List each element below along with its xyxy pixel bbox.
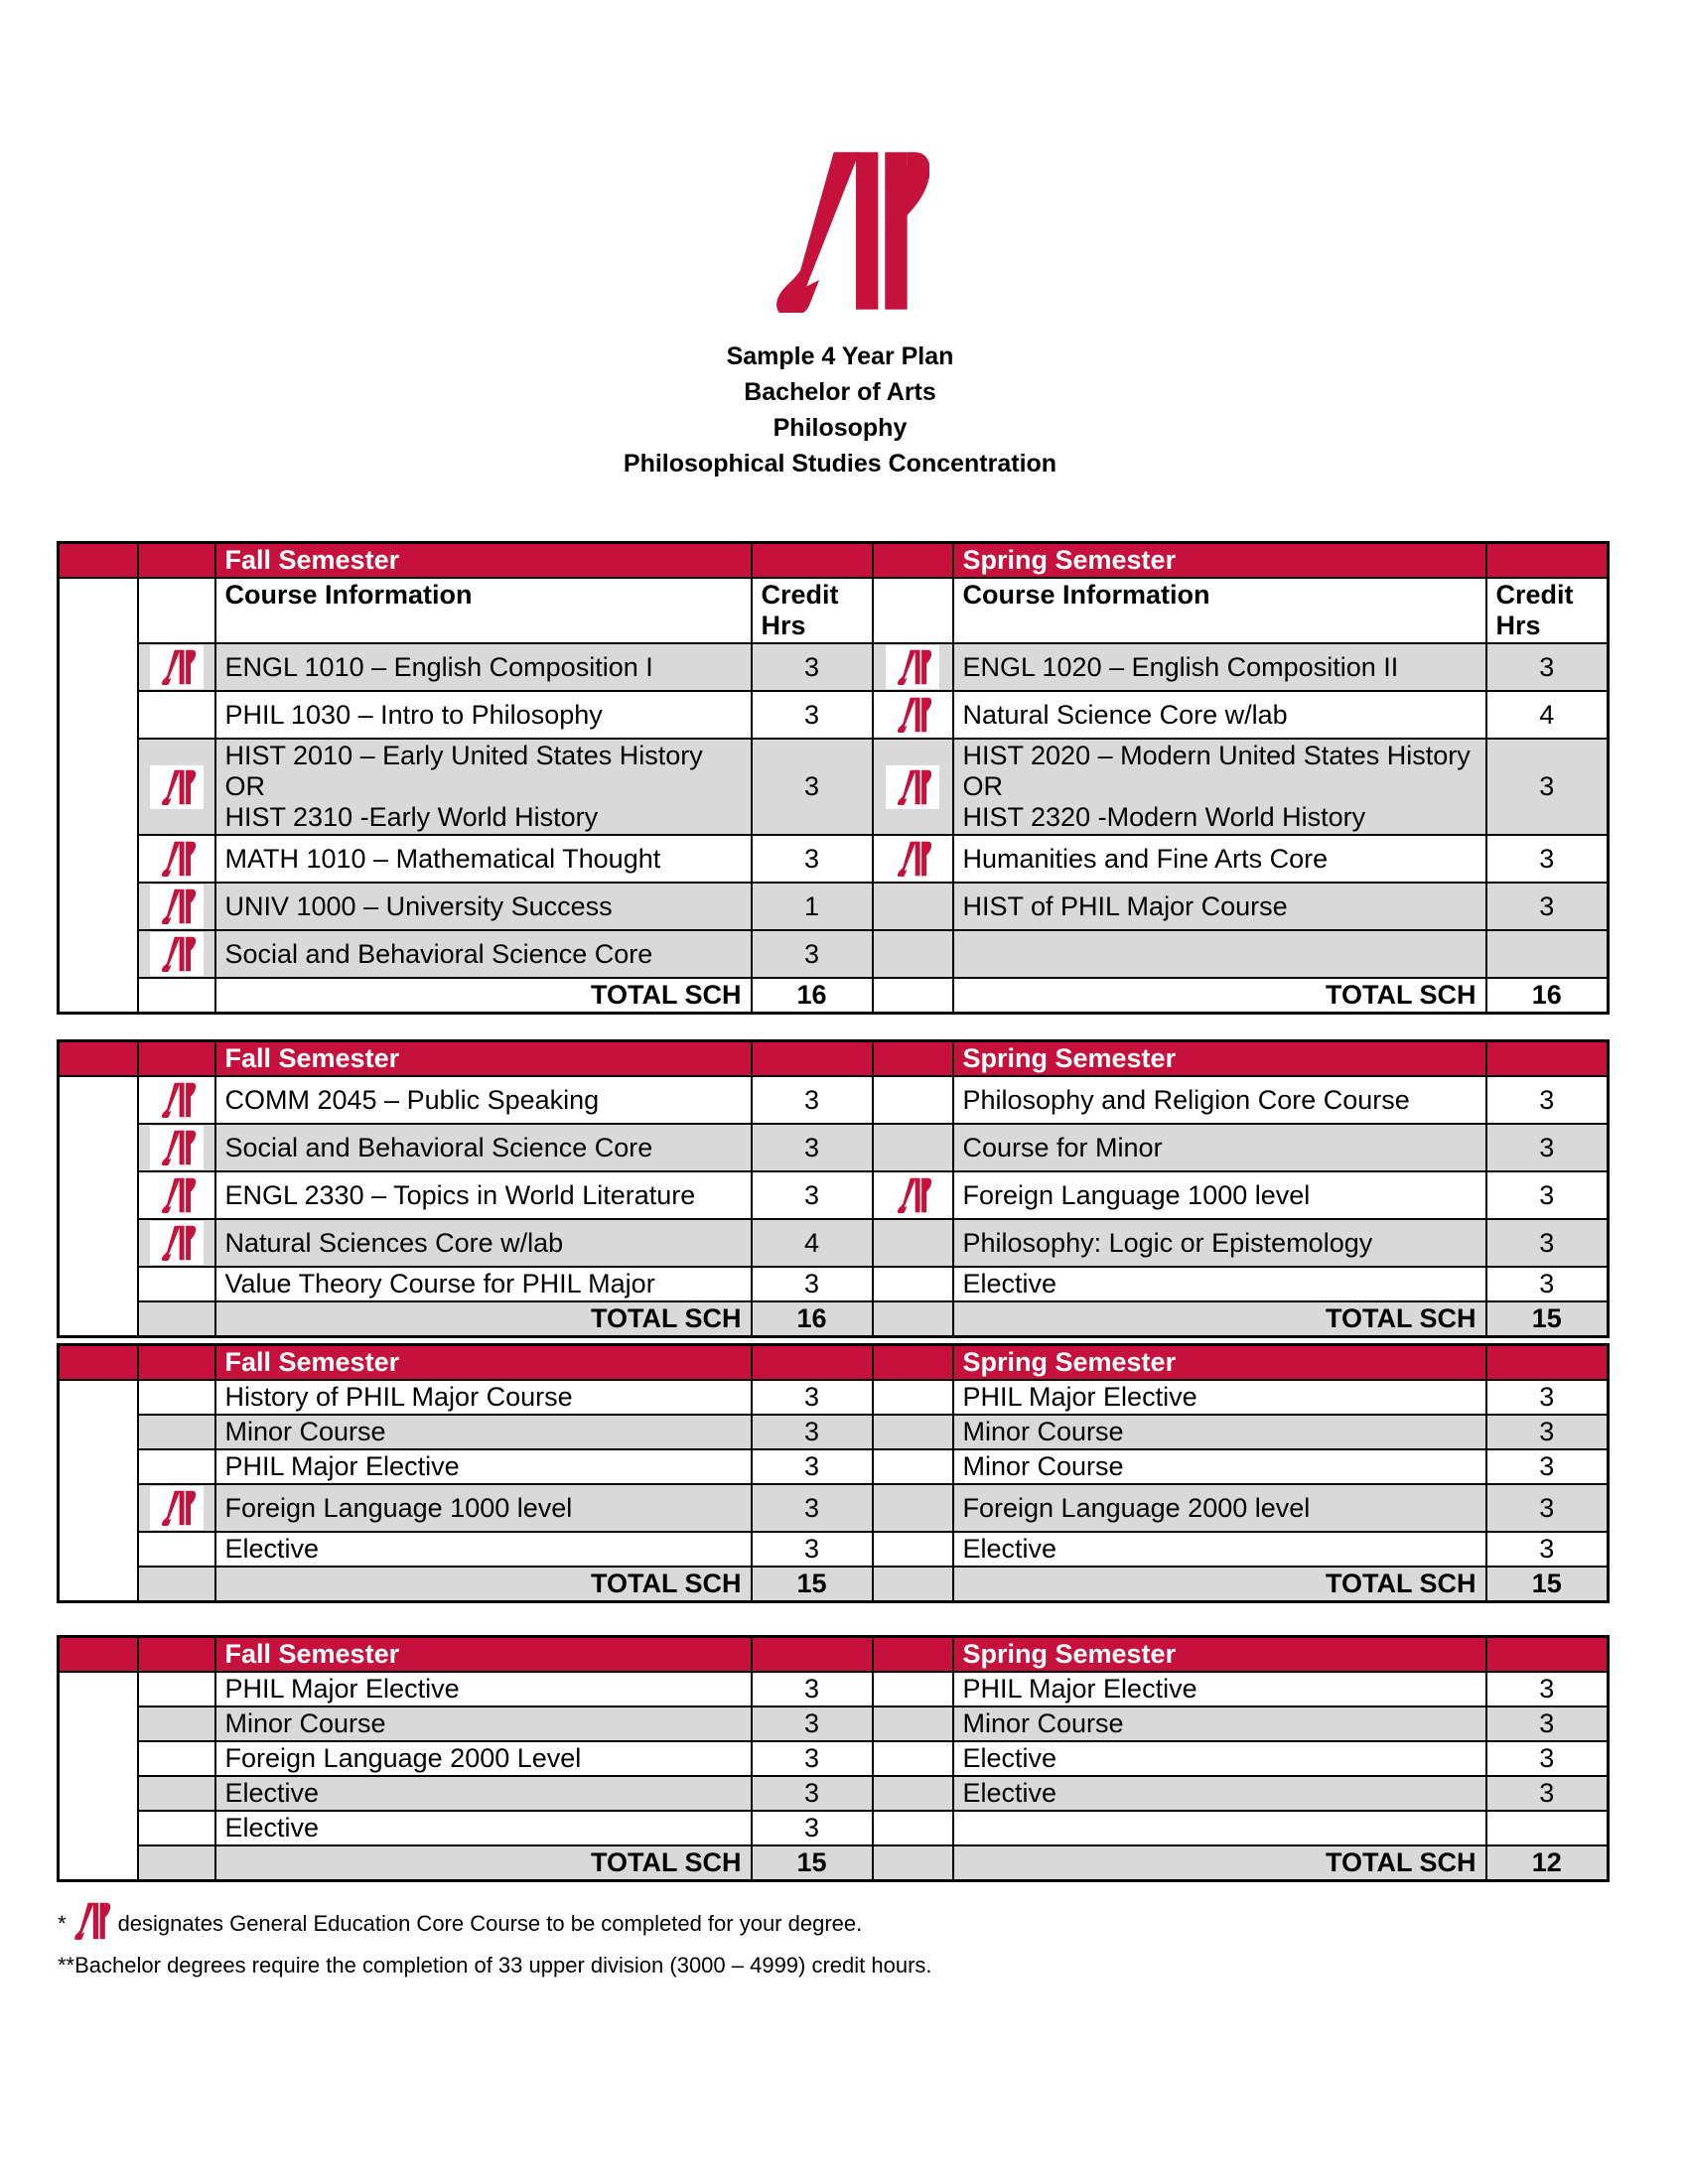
course-row [59, 1076, 1609, 1124]
ap-logo-glyph [158, 769, 196, 805]
fall-core-icon-cell [138, 1741, 215, 1776]
fall-credit-cell: 3 [752, 1672, 873, 1706]
fall-total-label: TOTAL SCH [215, 1567, 752, 1602]
spring-course-cell: Elective [953, 1776, 1486, 1811]
fall-course-cell: COMM 2045 – Public Speaking [215, 1076, 752, 1124]
spring-core-icon-cell [873, 1532, 953, 1567]
fall-credit-cell: 3 [752, 739, 873, 835]
spring-semester-header: Spring Semester [953, 1637, 1486, 1673]
spring-course-cell: HIST of PHIL Major Course [953, 883, 1486, 930]
general-education-core-icon [150, 1173, 204, 1217]
ap-logo-glyph [894, 649, 931, 685]
fall-credit-cell: 3 [752, 1532, 873, 1567]
spring-course-cell [953, 930, 1486, 978]
fall-core-icon-cell [138, 739, 215, 835]
course-row [59, 1776, 1609, 1811]
spring-credit-cell: 3 [1486, 1171, 1609, 1219]
fall-credit-cell: 1 [752, 883, 873, 930]
spring-core-icon-subheader-cell [873, 578, 953, 643]
fall-core-icon-cell [138, 1124, 215, 1171]
year-plan-table-3 [57, 1343, 1610, 1603]
spring-core-icon-cell [873, 1380, 953, 1415]
spring-core-icon-cell [873, 1484, 953, 1532]
fall-course-cell: ENGL 1010 – English Composition I [215, 643, 752, 691]
ap-logo-glyph [759, 149, 929, 313]
spring-credit-header-cell [1486, 543, 1609, 579]
ap-logo-glyph [158, 1225, 196, 1261]
spring-course-cell: ENGL 1020 – English Composition II [953, 643, 1486, 691]
fall-credit-cell: 3 [752, 1076, 873, 1124]
fall-credit-cell: 3 [752, 1706, 873, 1741]
spring-core-icon-cell [873, 1267, 953, 1301]
ap-logo-glyph [70, 1902, 110, 1940]
fall-core-icon-header-cell [138, 543, 215, 579]
spring-credit-cell: 3 [1486, 1484, 1609, 1532]
fall-total-credits: 16 [752, 978, 873, 1014]
spring-credit-hrs-header: Credit Hrs [1486, 578, 1609, 643]
fall-course-cell: HIST 2010 – Early United States History OR HIST 2310 -Early World History [215, 739, 752, 835]
spring-total-label: TOTAL SCH [953, 1845, 1486, 1881]
spring-total-icon-spacer-cell [873, 1567, 953, 1602]
year-plan-table-4 [57, 1635, 1610, 1882]
general-education-core-icon [886, 645, 939, 689]
spring-core-icon-cell [873, 930, 953, 978]
course-row [59, 1741, 1609, 1776]
year-label-wrap [60, 1381, 137, 1600]
spring-core-icon-cell [873, 1076, 953, 1124]
course-row [59, 1706, 1609, 1741]
footnote-core-text: designates General Education Core Course to be completed for your degree. [117, 1911, 863, 1936]
fall-credit-cell: 3 [752, 1267, 873, 1301]
column-header-row [59, 578, 1609, 643]
fall-course-cell: Natural Sciences Core w/lab [215, 1219, 752, 1267]
spring-core-icon-header-cell [873, 1345, 953, 1381]
spring-credit-cell: 3 [1486, 1776, 1609, 1811]
ap-logo-glyph [158, 888, 196, 924]
year-column-header-cell [59, 1345, 138, 1381]
spring-credit-cell: 3 [1486, 1076, 1609, 1124]
spring-credit-header-cell [1486, 1345, 1609, 1381]
fall-core-icon-cell [138, 1484, 215, 1532]
spring-core-icon-cell [873, 883, 953, 930]
course-row [59, 1811, 1609, 1845]
fall-total-label: TOTAL SCH [215, 1301, 752, 1337]
spring-course-cell: PHIL Major Elective [953, 1672, 1486, 1706]
spring-credit-cell: 3 [1486, 1219, 1609, 1267]
spring-core-icon-cell [873, 643, 953, 691]
fall-credit-cell: 3 [752, 1449, 873, 1484]
course-row [59, 1532, 1609, 1567]
fall-core-icon-cell [138, 1415, 215, 1449]
ap-logo-glyph [158, 1130, 196, 1165]
footnote-upper-division: **Bachelor degrees require the completion of 33 upper division (3000 – 4999) credit hours. [58, 1953, 932, 1978]
ap-logo-glyph [158, 1177, 196, 1213]
fall-total-credits: 16 [752, 1301, 873, 1337]
fall-credit-cell: 3 [752, 930, 873, 978]
fall-core-icon-cell [138, 1811, 215, 1845]
year-label: Fourth Year [81, 1685, 114, 1867]
footnotes [58, 1902, 932, 1983]
spring-core-icon-cell [873, 1171, 953, 1219]
ap-logo-glyph [158, 936, 196, 972]
spring-core-icon-cell [873, 1449, 953, 1484]
course-row [59, 1484, 1609, 1532]
fall-core-icon-cell [138, 1219, 215, 1267]
fall-course-cell: PHIL Major Elective [215, 1672, 752, 1706]
spring-core-icon-cell [873, 691, 953, 739]
total-row [59, 1567, 1609, 1602]
fall-course-cell: PHIL 1030 – Intro to Philosophy [215, 691, 752, 739]
spring-total-icon-spacer-cell [873, 978, 953, 1014]
spring-credit-cell: 3 [1486, 1415, 1609, 1449]
fall-core-icon-cell [138, 1171, 215, 1219]
fall-credit-cell: 3 [752, 1776, 873, 1811]
spring-course-cell: HIST 2020 – Modern United States History OR HIST 2320 -Modern World History [953, 739, 1486, 835]
fall-core-icon-cell [138, 1267, 215, 1301]
fall-credit-cell: 3 [752, 1741, 873, 1776]
spring-total-credits: 12 [1486, 1845, 1609, 1881]
fall-total-icon-spacer-cell [138, 1845, 215, 1881]
fall-course-cell: ENGL 2330 – Topics in World Literature [215, 1171, 752, 1219]
fall-core-icon-cell [138, 835, 215, 883]
spring-course-cell: Elective [953, 1267, 1486, 1301]
ap-logo-icon [759, 149, 929, 318]
spring-total-icon-spacer-cell [873, 1845, 953, 1881]
general-education-core-icon [150, 1078, 204, 1122]
spring-credit-cell: 3 [1486, 643, 1609, 691]
page-title: Sample 4 Year Plan [726, 342, 954, 370]
fall-core-icon-cell [138, 1076, 215, 1124]
spring-course-cell: Minor Course [953, 1706, 1486, 1741]
fall-course-cell: Minor Course [215, 1415, 752, 1449]
fall-course-cell: Foreign Language 2000 Level [215, 1741, 752, 1776]
footnote-asterisk: * [58, 1911, 67, 1936]
course-row [59, 1171, 1609, 1219]
spring-course-cell: Foreign Language 1000 level [953, 1171, 1486, 1219]
spring-credit-cell: 3 [1486, 1380, 1609, 1415]
spring-core-icon-header-cell [873, 543, 953, 579]
fall-core-icon-cell [138, 1776, 215, 1811]
fall-course-cell: Social and Behavioral Science Core [215, 1124, 752, 1171]
fall-semester-header: Fall Semester [215, 1637, 752, 1673]
spring-course-cell: Course for Minor [953, 1124, 1486, 1171]
fall-total-credits: 15 [752, 1567, 873, 1602]
spring-course-cell: Natural Science Core w/lab [953, 691, 1486, 739]
fall-credit-cell: 3 [752, 1415, 873, 1449]
spring-core-icon-header-cell [873, 1637, 953, 1673]
fall-credit-hrs-header: Credit Hrs [752, 578, 873, 643]
spring-course-cell: Minor Course [953, 1415, 1486, 1449]
fall-credit-cell: 3 [752, 1124, 873, 1171]
spring-total-credits: 15 [1486, 1301, 1609, 1337]
university-logo-container [0, 149, 1688, 318]
spring-credit-cell: 3 [1486, 1267, 1609, 1301]
general-education-core-icon [150, 1486, 204, 1530]
fall-total-icon-spacer-cell [138, 1567, 215, 1602]
course-row [59, 1219, 1609, 1267]
spring-core-icon-cell [873, 1811, 953, 1845]
year-label: Second Year [81, 1109, 114, 1303]
spring-semester-header: Spring Semester [953, 1345, 1486, 1381]
year-column-header-cell [59, 1637, 138, 1673]
degree-subtitle: Bachelor of Arts [744, 378, 936, 406]
fall-core-icon-cell [138, 1380, 215, 1415]
spring-credit-header-cell [1486, 1637, 1609, 1673]
semester-header-row [59, 1637, 1609, 1673]
general-education-core-icon [150, 765, 204, 809]
spring-total-credits: 16 [1486, 978, 1609, 1014]
general-education-core-icon [886, 1173, 939, 1217]
spring-credit-cell: 3 [1486, 1532, 1609, 1567]
fall-course-cell: UNIV 1000 – University Success [215, 883, 752, 930]
spring-core-icon-cell [873, 1672, 953, 1706]
ap-logo-icon [70, 1902, 110, 1940]
year-label-cell [59, 578, 138, 1014]
fall-total-label: TOTAL SCH [215, 1845, 752, 1881]
fall-credit-header-cell [752, 1345, 873, 1381]
year-label: Third Year [81, 1410, 114, 1571]
year-plan-table-1 [57, 541, 1610, 1015]
course-row [59, 835, 1609, 883]
course-row [59, 643, 1609, 691]
spring-course-cell: Philosophy: Logic or Epistemology [953, 1219, 1486, 1267]
ap-logo-glyph [894, 697, 931, 733]
general-education-core-icon [150, 1126, 204, 1169]
year-label-cell [59, 1076, 138, 1337]
fall-credit-cell: 3 [752, 691, 873, 739]
semester-header-row [59, 1041, 1609, 1077]
general-education-core-icon [150, 1221, 204, 1265]
fall-course-cell: Elective [215, 1776, 752, 1811]
fall-course-cell: Foreign Language 1000 level [215, 1484, 752, 1532]
spring-credit-cell: 3 [1486, 835, 1609, 883]
fall-core-icon-header-cell [138, 1637, 215, 1673]
year-label-wrap [60, 1077, 137, 1335]
ap-logo-glyph [894, 1177, 931, 1213]
ap-logo-glyph [894, 841, 931, 877]
spring-core-icon-cell [873, 1124, 953, 1171]
fall-semester-header: Fall Semester [215, 543, 752, 579]
fall-total-credits: 15 [752, 1845, 873, 1881]
spring-credit-cell: 3 [1486, 1706, 1609, 1741]
ap-logo-glyph [158, 841, 196, 877]
general-education-core-icon [886, 837, 939, 881]
fall-core-icon-cell [138, 691, 215, 739]
spring-course-cell: Foreign Language 2000 level [953, 1484, 1486, 1532]
general-education-core-icon [150, 932, 204, 976]
spring-core-icon-cell [873, 1706, 953, 1741]
general-education-core-icon [150, 885, 204, 928]
course-row [59, 691, 1609, 739]
fall-course-cell: PHIL Major Elective [215, 1449, 752, 1484]
ap-logo-glyph [158, 649, 196, 685]
fall-course-cell: Minor Course [215, 1706, 752, 1741]
fall-core-icon-cell [138, 883, 215, 930]
course-row [59, 1380, 1609, 1415]
spring-credit-cell: 3 [1486, 739, 1609, 835]
concentration-subtitle: Philosophical Studies Concentration [623, 450, 1057, 478]
year-label-cell [59, 1380, 138, 1602]
spring-credit-cell: 3 [1486, 883, 1609, 930]
year-label-cell [59, 1672, 138, 1881]
spring-credit-cell: 3 [1486, 1449, 1609, 1484]
spring-core-icon-header-cell [873, 1041, 953, 1077]
fall-course-info-header: Course Information [215, 578, 752, 643]
course-row [59, 739, 1609, 835]
spring-course-cell: Humanities and Fine Arts Core [953, 835, 1486, 883]
spring-semester-header: Spring Semester [953, 1041, 1486, 1077]
general-education-core-icon [886, 765, 939, 809]
ap-logo-glyph [158, 1490, 196, 1526]
fall-credit-cell: 3 [752, 1171, 873, 1219]
spring-core-icon-cell [873, 1741, 953, 1776]
spring-core-icon-cell [873, 1415, 953, 1449]
spring-course-cell: Philosophy and Religion Core Course [953, 1076, 1486, 1124]
course-row [59, 1672, 1609, 1706]
fall-course-cell: Elective [215, 1811, 752, 1845]
fall-semester-header: Fall Semester [215, 1345, 752, 1381]
spring-credit-cell: 4 [1486, 691, 1609, 739]
footnote-core-designation [58, 1902, 932, 1946]
fall-core-icon-cell [138, 1706, 215, 1741]
fall-core-icon-cell [138, 1532, 215, 1567]
spring-course-cell: Elective [953, 1741, 1486, 1776]
ap-logo-glyph [158, 1082, 196, 1118]
fall-credit-header-cell [752, 1637, 873, 1673]
spring-core-icon-cell [873, 1219, 953, 1267]
spring-course-cell: PHIL Major Elective [953, 1380, 1486, 1415]
page-title-block [0, 339, 1680, 481]
fall-total-icon-spacer-cell [138, 978, 215, 1014]
major-subtitle: Philosophy [773, 414, 908, 442]
ap-logo-glyph [894, 769, 931, 805]
spring-total-label: TOTAL SCH [953, 978, 1486, 1014]
year-label: First Year [81, 720, 114, 871]
fall-total-icon-spacer-cell [138, 1301, 215, 1337]
fall-credit-cell: 4 [752, 1219, 873, 1267]
fall-core-icon-header-cell [138, 1345, 215, 1381]
fall-course-cell: MATH 1010 – Mathematical Thought [215, 835, 752, 883]
fall-credit-cell: 3 [752, 643, 873, 691]
fall-credit-cell: 3 [752, 1484, 873, 1532]
fall-total-label: TOTAL SCH [215, 978, 752, 1014]
fall-core-icon-subheader-cell [138, 578, 215, 643]
fall-course-cell: History of PHIL Major Course [215, 1380, 752, 1415]
total-row [59, 978, 1609, 1014]
semester-header-row [59, 543, 1609, 579]
spring-total-icon-spacer-cell [873, 1301, 953, 1337]
year-column-header-cell [59, 1041, 138, 1077]
fall-credit-cell: 3 [752, 835, 873, 883]
year-column-header-cell [59, 543, 138, 579]
spring-total-credits: 15 [1486, 1567, 1609, 1602]
course-row [59, 1124, 1609, 1171]
fall-course-cell: Elective [215, 1532, 752, 1567]
fall-core-icon-cell [138, 643, 215, 691]
spring-credit-cell: 3 [1486, 1672, 1609, 1706]
spring-course-cell [953, 1811, 1486, 1845]
spring-credit-cell [1486, 930, 1609, 978]
fall-credit-cell: 3 [752, 1811, 873, 1845]
total-row [59, 1845, 1609, 1881]
spring-credit-cell: 3 [1486, 1741, 1609, 1776]
fall-course-cell: Value Theory Course for PHIL Major [215, 1267, 752, 1301]
fall-course-cell: Social and Behavioral Science Core [215, 930, 752, 978]
year-plan-table-2 [57, 1039, 1610, 1338]
general-education-core-icon [150, 645, 204, 689]
spring-core-icon-cell [873, 1776, 953, 1811]
spring-core-icon-cell [873, 739, 953, 835]
fall-core-icon-cell [138, 930, 215, 978]
spring-core-icon-cell [873, 835, 953, 883]
general-education-core-icon [150, 837, 204, 881]
spring-credit-header-cell [1486, 1041, 1609, 1077]
course-row [59, 930, 1609, 978]
spring-total-label: TOTAL SCH [953, 1301, 1486, 1337]
fall-credit-header-cell [752, 1041, 873, 1077]
fall-credit-header-cell [752, 543, 873, 579]
spring-credit-cell [1486, 1811, 1609, 1845]
fall-core-icon-header-cell [138, 1041, 215, 1077]
spring-credit-cell: 3 [1486, 1124, 1609, 1171]
year-label-wrap [60, 579, 137, 1012]
course-row [59, 883, 1609, 930]
fall-credit-cell: 3 [752, 1380, 873, 1415]
spring-course-cell: Minor Course [953, 1449, 1486, 1484]
course-row [59, 1267, 1609, 1301]
spring-semester-header: Spring Semester [953, 543, 1486, 579]
spring-course-cell: Elective [953, 1532, 1486, 1567]
spring-course-info-header: Course Information [953, 578, 1486, 643]
fall-core-icon-cell [138, 1449, 215, 1484]
year-label-wrap [60, 1673, 137, 1879]
fall-core-icon-cell [138, 1672, 215, 1706]
spring-total-label: TOTAL SCH [953, 1567, 1486, 1602]
general-education-core-icon [886, 693, 939, 737]
course-row [59, 1415, 1609, 1449]
course-row [59, 1449, 1609, 1484]
fall-semester-header: Fall Semester [215, 1041, 752, 1077]
semester-header-row [59, 1345, 1609, 1381]
total-row [59, 1301, 1609, 1337]
